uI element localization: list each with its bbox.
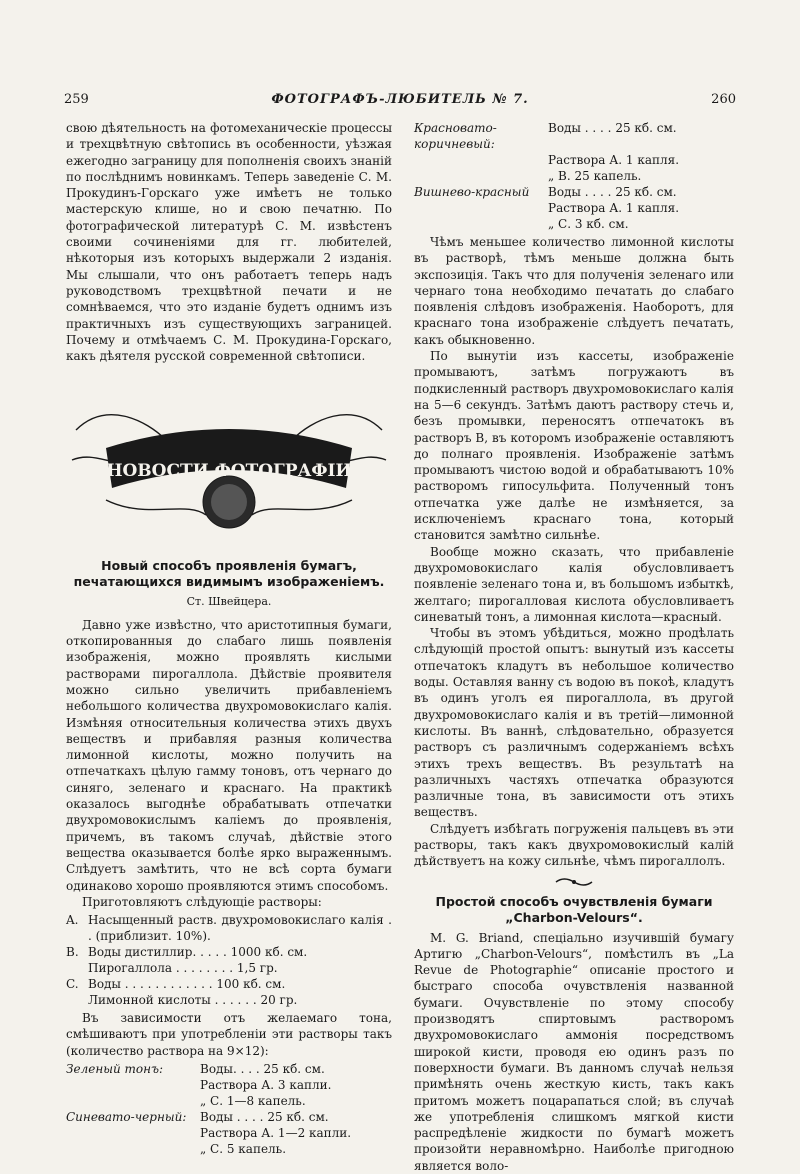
recipe-row: „ С. 1—8 капель.	[200, 1093, 306, 1108]
article-title: Простой способъ очувствленія бумаги „Charbon-Velours“.	[435, 893, 713, 925]
banner-text: НОВОСТИ ФОТОГРАФІИ	[106, 461, 352, 482]
paragraph: Приготовляютъ слѣдующіе растворы:	[82, 894, 322, 909]
section-banner	[66, 390, 392, 540]
recipe-row: Раствора А. 1 капля.	[548, 153, 680, 167]
recipe-row: Зеленый тонъ: Воды. . . . 25 кб. см.	[66, 1061, 325, 1076]
recipe-row: Раствора А. 1 капля.	[548, 201, 680, 215]
page-number-right: 260	[711, 92, 736, 107]
page-number-left: 259	[64, 92, 89, 107]
news-banner-ornament	[66, 390, 392, 540]
paragraph: Слѣдуетъ избѣгать погруженія пальцевъ въ эти растворы, такъ какъ двухромовокислый калій дѣйствуетъ на кожу сильнѣе, чѣмъ пирогаллолъ.	[414, 821, 734, 869]
recipe-row: „ С. 5 капель.	[200, 1141, 287, 1156]
paragraph: Чѣмъ меньшее количество лимонной кислоты въ растворѣ, тѣмъ меньше должна быть экспозиція. Такъ что для полученія зеленаго или чернаго тона необходимо печатать до слабаго появленія слѣдовъ изображенія. Наоборотъ, для краснаго тона изображеніе слѣдуетъ печатать, какъ обыкновенно.	[414, 235, 734, 347]
article-author: Ст. Швейцера.	[186, 595, 272, 609]
recipe-row: Красновато-коричневый: Воды . . . . 25 кб. см.	[414, 121, 677, 151]
recipe-row: „ С. 3 кб. см.	[548, 217, 629, 231]
recipe-row: Вишнево-красный Воды . . . . 25 кб. см.	[414, 185, 677, 199]
list-item: Пирогаллола . . . . . . . . 1,5 гр.	[88, 961, 278, 976]
list-item: A. Насыщенный раств. двухромовокислаго калія . . (приблизит. 10%).	[66, 913, 392, 944]
article-title: Новый способъ проявленія бумагъ, печатающихся видимымъ изображеніемъ.	[73, 558, 385, 590]
recipe-row: Раствора А. 1—2 капли.	[200, 1125, 352, 1140]
recipe-row: Синевато-черный: Воды . . . . 25 кб. см.	[66, 1109, 329, 1124]
right-column	[414, 120, 734, 1174]
paragraph: свою дѣятельность на фотомеханическіе процессы и трехцвѣтную свѣтопись въ особенности, уѣзжая ежегодно заграницу для пополненія своихъ знаній по послѣднимъ новинкамъ. Теперь заведеніе С. М. Прокудинъ-Горскаго уже имѣетъ не только мастерскую клише, но и свою печатню. По фотографической литературѣ С. М. извѣстенъ своими сочиненіями для гг. любителей, нѣкоторыя изъ которыхъ выдержали 2 изданія. Мы слышали, что онъ работаетъ теперь надъ руководствомъ трехцвѣтной печати и не сомнѣваемся, что это изданіе будетъ однимъ изъ практичныхъ изъ существующихъ заграницей. Почему и отмѣчаемъ С. М. Прокудина-Горскаго, какъ дѣятеля русской современной свѣтописи.	[66, 121, 392, 364]
paragraph: Въ зависимости отъ желаемаго тона, смѣшиваютъ при употребленіи эти растворы такъ (количество раствора на 9×12):	[66, 1011, 392, 1058]
solutions-list	[66, 912, 392, 1008]
flourish-icon	[554, 876, 594, 888]
journal-title: ФОТОГРАФЪ-ЛЮБИТЕЛЬ № 7.	[271, 92, 529, 107]
running-header	[64, 92, 736, 112]
list-item: B. Воды дистиллир. . . . . 1000 кб. см.	[66, 945, 308, 960]
paragraph: По вынутіи изъ кассеты, изображеніе промываютъ, затѣмъ погружаютъ въ подкисленный растворъ двухромовокислаго калія на 5—6 секундъ. Затѣмъ даютъ раствору стечь и, безъ промывки, переносятъ отпечатокъ въ растворъ В, въ которомъ изображеніе оставляютъ до полнаго проявленія. Изображеніе затѣмъ промываютъ чистою водой и обрабатываютъ 10% растворомъ гипосульфита. Полученный тонъ отпечатка уже далѣе не измѣняется, за исключеніемъ краснаго тона, который становится замѣтно сильнѣе.	[414, 349, 734, 543]
left-column	[66, 120, 392, 1159]
recipe-list	[66, 1061, 392, 1157]
paragraph: Чтобы въ этомъ убѣдиться, можно продѣлать слѣдующій простой опытъ: вынутый изъ кассеты отпечатокъ кладутъ въ небольшое количество воды. Оставляя ванну съ водою въ покоѣ, кладутъ въ одинъ уголъ ея пирогаллола, въ другой двухромовокислаго калія и въ третій—лимонной кислоты. Въ ваннѣ, слѣдовательно, образуется растворъ съ различнымъ содержаніемъ всѣхъ этихъ трехъ веществъ. Въ результатѣ на различныхъ частяхъ отпечатка образуются различные тона, въ зависимости отъ этихъ веществъ.	[414, 626, 734, 820]
paragraph: Давно уже извѣстно, что аристотипныя бумаги, откопированныя до слабаго лишь появленія изображенія, можно проявлять кислыми растворами пирогаллола. Дѣйствіе проявителя можно сильно увеличить прибавленіемъ небольшого количества двухромовокислаго калія. Измѣняя относительныя количества этихъ двухъ веществъ и прибавляя разныя количества лимонной кислоты, можно получить на отпечаткахъ цѣлую гамму тоновъ, отъ чернаго до синяго, зеленаго и краснаго. На практикѣ оказалось выгоднѣе обрабатывать отпечатки двухромовокислымъ каліемъ до проявленія, причемъ, въ такомъ случаѣ, дѣйствіе этого вещества оказывается болѣе ярко выраженнымъ. Слѣдуетъ замѣтить, что не всѣ сорта бумаги одинаково хорошо проявляются этимъ способомъ.	[66, 617, 392, 893]
recipe-row: Раствора А. 3 капли.	[200, 1077, 332, 1092]
recipe-row: „ В. 25 капель.	[548, 169, 642, 183]
paragraph: M. G. Briand, спеціально изучившій бумагу Артигю „Charbon-Velours“, помѣстилъ въ „La Revue de Photographie“ описаніе простого и быстраго способа очувствленія названной бумаги. Очувствленіе по этому способу производятъ спиртовымъ растворомъ двухромовокислаго аммонія посредствомъ широкой кисти, проводя ею одинъ разъ по поверхности бумаги. Въ данномъ случаѣ нельзя примѣнять очень жесткую кисть, такъ какъ притомъ можетъ поцарапаться слой; въ случаѣ же употребленія слишкомъ мягкой кисти распредѣленіе жидкости по бумагѣ можетъ произойти неравномѣрно. Наиболѣе пригодною является воло-	[414, 930, 734, 1173]
list-item: Лимонной кислоты . . . . . . 20 гр.	[88, 993, 298, 1008]
paragraph: Вообще можно сказать, что прибавленіе двухромовокислаго калія обусловливаетъ появленіе зеленаго тона и, въ большомъ избыткѣ, желтаго; пирогалловая кислота обусловливаетъ синеватый тонъ, а лимонная кислота—красный.	[414, 544, 734, 624]
list-item: C. Воды . . . . . . . . . . . . 100 кб. см.	[66, 977, 286, 992]
recipe-list	[414, 120, 734, 232]
divider-ornament	[414, 876, 734, 890]
